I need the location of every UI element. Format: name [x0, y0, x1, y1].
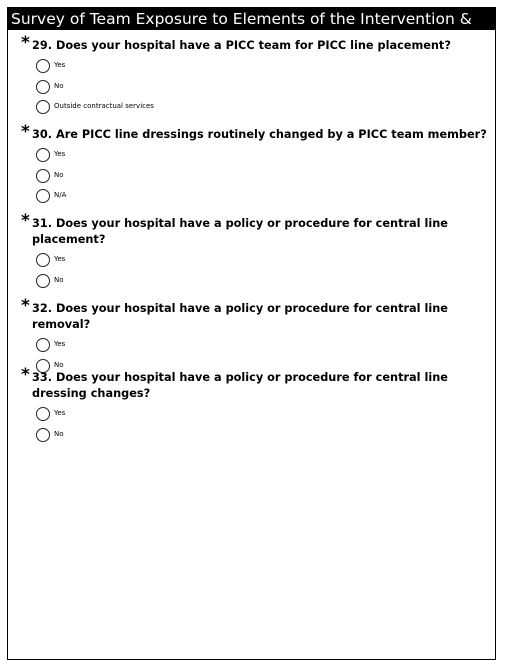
radio-button[interactable]	[36, 100, 50, 114]
question-label: 32. Does your hospital have a policy or procedure for central line removal?	[32, 302, 448, 331]
options-group	[8, 405, 495, 446]
option-yes[interactable]	[8, 146, 495, 167]
option-no[interactable]	[8, 272, 495, 293]
required-marker: *	[21, 296, 30, 316]
question-label: 30. Are PICC line dressings routinely changed by a PICC team member?	[32, 128, 487, 141]
required-marker: *	[21, 365, 30, 385]
radio-button[interactable]	[36, 407, 50, 421]
question-text	[8, 122, 495, 143]
radio-button[interactable]	[36, 274, 50, 288]
question-text	[8, 211, 495, 248]
survey-title: Survey of Team Exposure to Elements of the Intervention &	[8, 8, 495, 30]
option-label: No	[54, 275, 64, 284]
required-marker: *	[21, 122, 30, 142]
option-na[interactable]	[8, 187, 495, 208]
option-yes[interactable]	[8, 251, 495, 272]
question-text	[8, 33, 495, 54]
option-label: No	[54, 429, 64, 438]
option-yes[interactable]	[8, 336, 495, 357]
option-label: No	[54, 170, 64, 179]
option-label: N/A	[54, 191, 67, 199]
radio-button[interactable]	[36, 338, 50, 352]
question-33	[8, 365, 495, 446]
options-group	[8, 146, 495, 208]
option-no[interactable]	[8, 426, 495, 447]
radio-button[interactable]	[36, 253, 50, 267]
question-text	[8, 365, 495, 402]
required-marker: *	[21, 33, 30, 53]
radio-button[interactable]	[36, 59, 50, 73]
question-30	[8, 122, 495, 208]
radio-button[interactable]	[36, 148, 50, 162]
option-label: Outside contractual services	[54, 102, 154, 110]
option-no[interactable]	[8, 78, 495, 99]
survey-page	[7, 7, 496, 660]
question-text	[8, 296, 495, 333]
radio-button[interactable]	[36, 169, 50, 183]
required-marker: *	[21, 211, 30, 231]
option-label: Yes	[54, 255, 66, 263]
option-label: Yes	[54, 150, 66, 158]
question-label: 29. Does your hospital have a PICC team for PICC line placement?	[32, 39, 451, 52]
question-31	[8, 211, 495, 292]
question-label: 31. Does your hospital have a policy or procedure for central line placement?	[32, 217, 448, 246]
option-label: No	[54, 81, 64, 90]
option-outside-contractual-services[interactable]	[8, 98, 495, 119]
option-yes[interactable]	[8, 405, 495, 426]
radio-button[interactable]	[36, 189, 50, 203]
option-label: Yes	[54, 340, 66, 348]
option-label: Yes	[54, 409, 66, 417]
question-29	[8, 33, 495, 119]
radio-button[interactable]	[36, 80, 50, 94]
option-no[interactable]	[8, 167, 495, 188]
options-group	[8, 57, 495, 119]
option-label: Yes	[54, 61, 66, 69]
option-label: No	[54, 360, 64, 369]
question-32	[8, 296, 495, 377]
question-label: 33. Does your hospital have a policy or procedure for central line dressing changes?	[32, 371, 448, 400]
option-yes[interactable]	[8, 57, 495, 78]
options-group	[8, 251, 495, 292]
radio-button[interactable]	[36, 428, 50, 442]
